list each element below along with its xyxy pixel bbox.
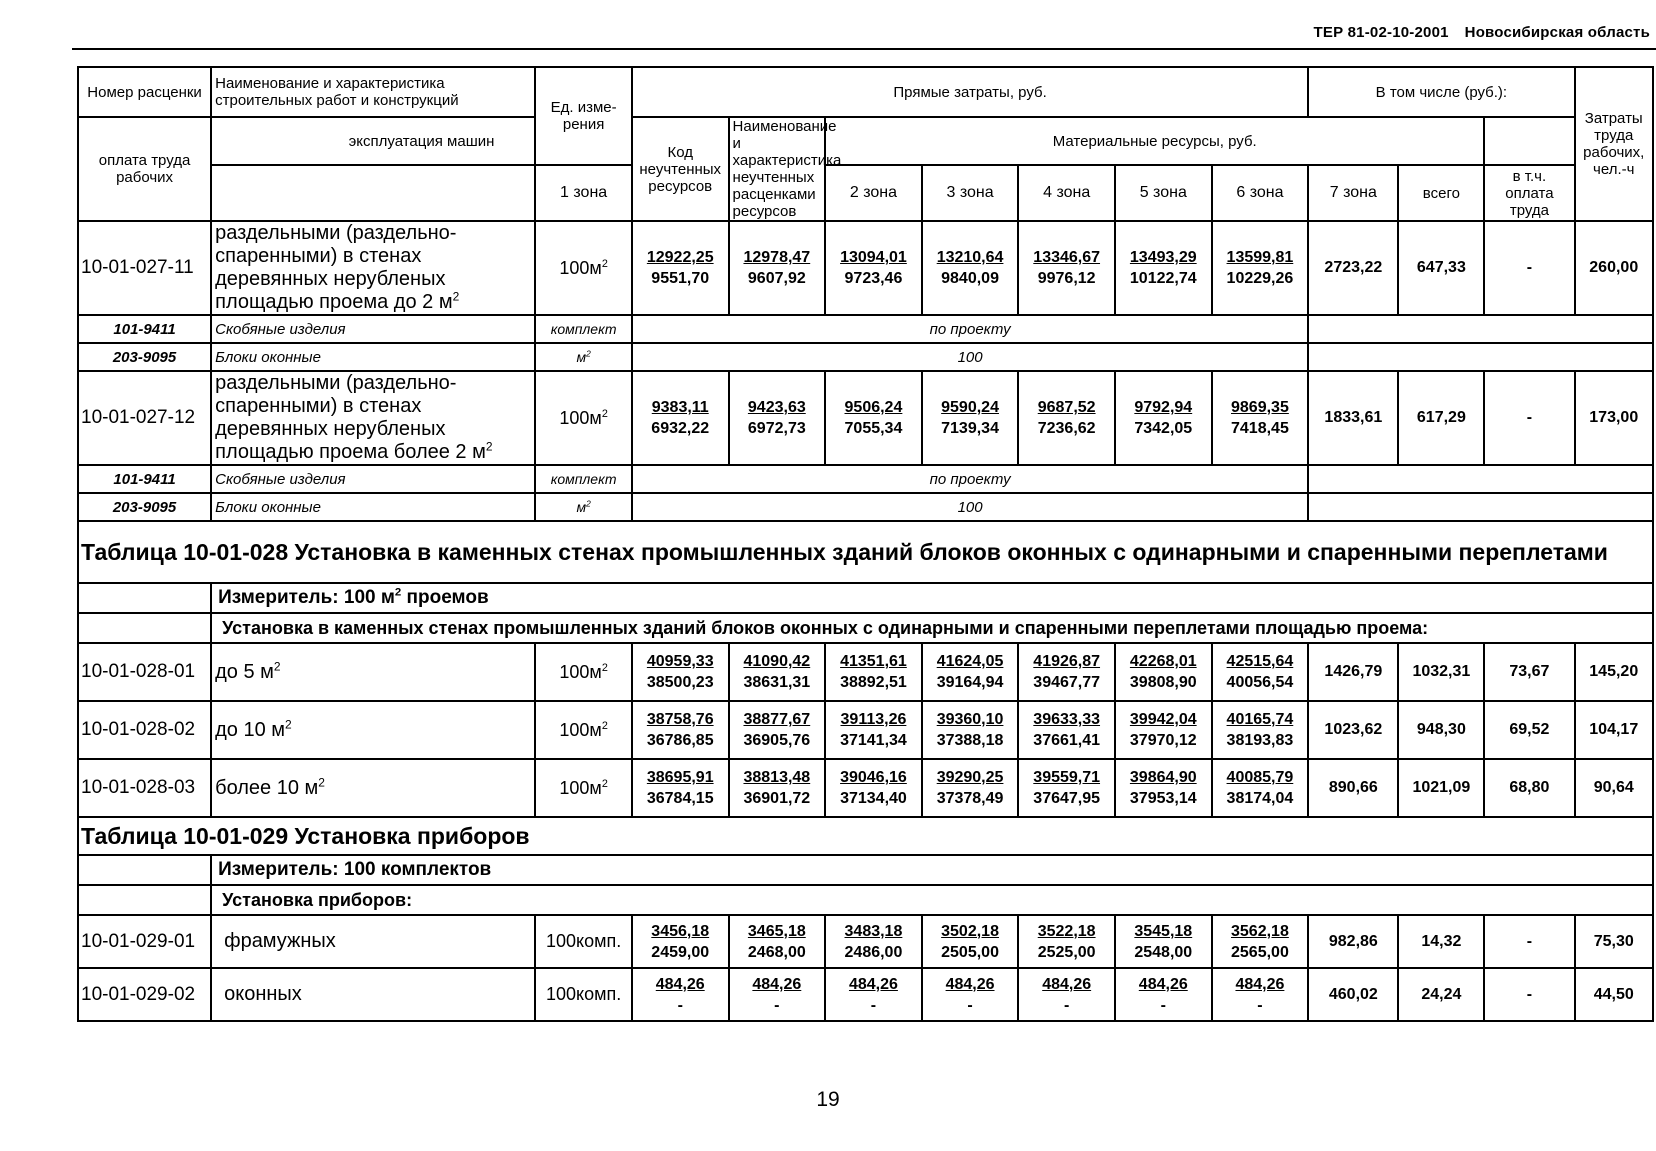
labor-hours: 75,30 <box>1575 915 1654 968</box>
rate-unit: $100м^2$ <box>535 371 632 465</box>
zone-price: 40165,74 38193,83 <box>1212 701 1309 759</box>
doc-code: ТЕР 81-02-10-2001 <box>1313 24 1449 41</box>
zone-price: 9687,52 7236,62 <box>1018 371 1115 465</box>
labor-pay: 460,02 <box>1308 968 1398 1021</box>
zone-price: 9506,24 7055,34 <box>825 371 922 465</box>
zone-price: 42515,64 40056,54 <box>1212 643 1309 701</box>
zone-price: 38695,91 36784,15 <box>632 759 729 817</box>
zone-price: 13599,81 10229,26 <box>1212 221 1309 315</box>
zone-6-header: 6 зона <box>1212 165 1309 221</box>
resource-blank <box>1308 315 1653 343</box>
rate-code: 10-01-028-01 <box>78 643 211 701</box>
machine-pay: - <box>1484 915 1574 968</box>
rate-code: 10-01-027-12 <box>78 371 211 465</box>
zone-2-header: 2 зона <box>825 165 922 221</box>
machine-total: 617,29 <box>1398 371 1484 465</box>
table-row <box>78 221 1653 315</box>
resource-code: 101-9411 <box>78 465 211 493</box>
resource-code: 101-9411 <box>78 315 211 343</box>
zone-price: 13094,01 9723,46 <box>825 221 922 315</box>
rate-code: 10-01-029-01 <box>78 915 211 968</box>
zone-price: 3465,18 2468,00 <box>729 915 826 968</box>
section-subtitle: Установка в каменных стенах промышленных зданий блоков оконных с одинарными и спаренными переплетами площадью проема: <box>211 613 1653 643</box>
rate-unit: 100комп. <box>535 968 632 1021</box>
labor-hours: 90,64 <box>1575 759 1654 817</box>
resource-note: 100 <box>632 343 1308 371</box>
hdr-unit: Ед. изме-рения <box>535 67 632 165</box>
zone-price: 41926,87 39467,77 <box>1018 643 1115 701</box>
resource-row <box>78 465 1653 493</box>
rate-code: 10-01-028-03 <box>78 759 211 817</box>
resource-blank <box>1308 343 1653 371</box>
table-title: Таблица 10-01-028 Установка в каменных стенах промышленных зданий блоков оконных с одинарными и спаренными переплетами <box>78 521 1653 583</box>
hdr-rate-number: Номер расценки <box>78 67 211 117</box>
hdr-labor-costs: Затраты труда рабочих, чел.-ч <box>1575 67 1654 221</box>
zone-price: 3562,18 2565,00 <box>1212 915 1309 968</box>
labor-pay: 1426,79 <box>1308 643 1398 701</box>
zone-price: 484,26 - <box>729 968 826 1021</box>
zone-price: 39290,25 37378,49 <box>922 759 1019 817</box>
zone-price: 38758,76 36786,85 <box>632 701 729 759</box>
resource-unit: комплект <box>535 465 632 493</box>
zone-price: 9869,35 7418,45 <box>1212 371 1309 465</box>
machine-total: 24,24 <box>1398 968 1484 1021</box>
table-row <box>78 968 1653 1021</box>
zone-price: 484,26 - <box>1212 968 1309 1021</box>
hdr-including: В том числе (руб.): <box>1308 67 1574 117</box>
resource-unit: $м^2$ <box>535 343 632 371</box>
resource-name: Блоки оконные <box>211 343 535 371</box>
rate-name: до 5 $м^2$ <box>211 643 535 701</box>
resource-code: 203-9095 <box>78 493 211 521</box>
hdr-mach-total: всего <box>1398 165 1484 221</box>
zone-price: 40959,33 38500,23 <box>632 643 729 701</box>
zone-price: 9590,24 7139,34 <box>922 371 1019 465</box>
region: Новосибирская область <box>1464 24 1650 41</box>
zone-price: 39046,16 37134,40 <box>825 759 922 817</box>
page-number: 19 <box>816 1088 840 1111</box>
zone-price: 40085,79 38174,04 <box>1212 759 1309 817</box>
machine-pay: - <box>1484 371 1574 465</box>
machine-total: 14,32 <box>1398 915 1484 968</box>
rate-unit: 100комп. <box>535 915 632 968</box>
zone-price: 9792,94 7342,05 <box>1115 371 1212 465</box>
rate-name: более 10 $м^2$ <box>211 759 535 817</box>
blank-cell <box>78 583 211 613</box>
zone-price: 13210,64 9840,09 <box>922 221 1019 315</box>
zone-price: 39559,71 37647,95 <box>1018 759 1115 817</box>
rate-code: 10-01-027-11 <box>78 221 211 315</box>
table-row <box>78 371 1653 465</box>
rate-name: оконных <box>211 968 535 1021</box>
zone-price: 39864,90 37953,14 <box>1115 759 1212 817</box>
measure-unit: Измеритель: 100 $м^2$ проемов <box>211 583 1653 613</box>
section-subtitle: Установка приборов: <box>211 885 1653 915</box>
table-row <box>78 643 1653 701</box>
zone-1-header: 1 зона <box>535 165 632 221</box>
zone-3-header: 3 зона <box>922 165 1019 221</box>
rate-name: раздельными (раздельно-спаренными) в стенах деревянных нерубленых площадью проема до 2 $м^2$ <box>211 221 535 315</box>
labor-hours: 173,00 <box>1575 371 1654 465</box>
zone-price: 38813,48 36901,72 <box>729 759 826 817</box>
resource-code: 203-9095 <box>78 343 211 371</box>
zone-price: 41090,42 38631,31 <box>729 643 826 701</box>
header-rule <box>72 48 1656 50</box>
resource-name: Скобяные изделия <box>211 315 535 343</box>
machine-pay: - <box>1484 968 1574 1021</box>
zone-price: 9423,63 6972,73 <box>729 371 826 465</box>
price-table <box>77 66 1654 1022</box>
resource-blank <box>1308 465 1653 493</box>
zone-price: 13493,29 10122,74 <box>1115 221 1212 315</box>
hdr-direct-costs: Прямые затраты, руб. <box>632 67 1308 117</box>
resource-row <box>78 343 1653 371</box>
blank-cell <box>78 613 211 643</box>
labor-hours: 145,20 <box>1575 643 1654 701</box>
zone-price: 13346,67 9976,12 <box>1018 221 1115 315</box>
zone-price: 39360,10 37388,18 <box>922 701 1019 759</box>
zone-price: 484,26 - <box>922 968 1019 1021</box>
zone-price: 3502,18 2505,00 <box>922 915 1019 968</box>
zone-price: 3456,18 2459,00 <box>632 915 729 968</box>
labor-hours: 44,50 <box>1575 968 1654 1021</box>
zone-price: 484,26 - <box>1018 968 1115 1021</box>
blank-cell <box>78 855 211 885</box>
zone-price: 39633,33 37661,41 <box>1018 701 1115 759</box>
zone-5-header: 5 зона <box>1115 165 1212 221</box>
rate-unit: $100м^2$ <box>535 759 632 817</box>
blank-cell <box>78 885 211 915</box>
machine-total: 647,33 <box>1398 221 1484 315</box>
zone-price: 3483,18 2486,00 <box>825 915 922 968</box>
zone-price: 484,26 - <box>632 968 729 1021</box>
page-header <box>1314 24 1651 41</box>
machine-pay: - <box>1484 221 1574 315</box>
rate-name: до 10 $м^2$ <box>211 701 535 759</box>
hdr-materials: Материальные ресурсы, руб. <box>825 117 1484 165</box>
hdr-work-name: Наименование и характеристика строительных работ и конструкций <box>211 67 535 117</box>
labor-pay: 982,86 <box>1308 915 1398 968</box>
hdr-unit-cont <box>211 165 535 221</box>
zone-price: 12922,25 9551,70 <box>632 221 729 315</box>
zone-price: 41624,05 39164,94 <box>922 643 1019 701</box>
hdr-resource-code: Код неучтенных ресурсов <box>632 117 729 221</box>
rate-unit: $100м^2$ <box>535 701 632 759</box>
labor-pay: 1023,62 <box>1308 701 1398 759</box>
zone-4-header: 4 зона <box>1018 165 1115 221</box>
zone-price: 484,26 - <box>1115 968 1212 1021</box>
zone-price: 3545,18 2548,00 <box>1115 915 1212 968</box>
measure-unit: Измеритель: 100 комплектов <box>211 855 1653 885</box>
labor-pay: 890,66 <box>1308 759 1398 817</box>
rate-name: раздельными (раздельно-спаренными) в стенах деревянных нерубленых площадью проема более 2 $м^2$ <box>211 371 535 465</box>
machine-pay: 73,67 <box>1484 643 1574 701</box>
table-row <box>78 915 1653 968</box>
rate-code: 10-01-029-02 <box>78 968 211 1021</box>
labor-hours: 260,00 <box>1575 221 1654 315</box>
resource-note: по проекту <box>632 465 1308 493</box>
resource-row <box>78 493 1653 521</box>
labor-hours: 104,17 <box>1575 701 1654 759</box>
labor-pay: 1833,61 <box>1308 371 1398 465</box>
resource-note: по проекту <box>632 315 1308 343</box>
labor-pay: 2723,22 <box>1308 221 1398 315</box>
hdr-machines: эксплуатация машин <box>211 117 632 165</box>
resource-blank <box>1308 493 1653 521</box>
zone-price: 9383,11 6932,22 <box>632 371 729 465</box>
rate-code: 10-01-028-02 <box>78 701 211 759</box>
resource-name: Блоки оконные <box>211 493 535 521</box>
hdr-incl-pay: в т.ч. оплата труда <box>1484 165 1574 221</box>
table-row <box>78 759 1653 817</box>
zone-price: 3522,18 2525,00 <box>1018 915 1115 968</box>
hdr-labor-pay: оплата труда рабочих <box>78 117 211 221</box>
zone-7-header: 7 зона <box>1308 165 1398 221</box>
resource-name: Скобяные изделия <box>211 465 535 493</box>
rate-unit: $100м^2$ <box>535 221 632 315</box>
machine-total: 1021,09 <box>1398 759 1484 817</box>
rate-name: фрамужных <box>211 915 535 968</box>
resource-unit: $м^2$ <box>535 493 632 521</box>
machine-pay: 69,52 <box>1484 701 1574 759</box>
zone-price: 39942,04 37970,12 <box>1115 701 1212 759</box>
zone-price: 12978,47 9607,92 <box>729 221 826 315</box>
resource-row <box>78 315 1653 343</box>
machine-total: 948,30 <box>1398 701 1484 759</box>
zone-price: 38877,67 36905,76 <box>729 701 826 759</box>
zone-price: 484,26 - <box>825 968 922 1021</box>
zone-price: 42268,01 39808,90 <box>1115 643 1212 701</box>
table-title: Таблица 10-01-029 Установка приборов <box>78 817 1653 855</box>
table-row <box>78 701 1653 759</box>
machine-total: 1032,31 <box>1398 643 1484 701</box>
machine-pay: 68,80 <box>1484 759 1574 817</box>
resource-note: 100 <box>632 493 1308 521</box>
resource-unit: комплект <box>535 315 632 343</box>
hdr-resource-name: Наименование и характеристика неучтенных расценками ресурсов <box>729 117 826 221</box>
zone-price: 41351,61 38892,51 <box>825 643 922 701</box>
rate-unit: $100м^2$ <box>535 643 632 701</box>
zone-price: 39113,26 37141,34 <box>825 701 922 759</box>
